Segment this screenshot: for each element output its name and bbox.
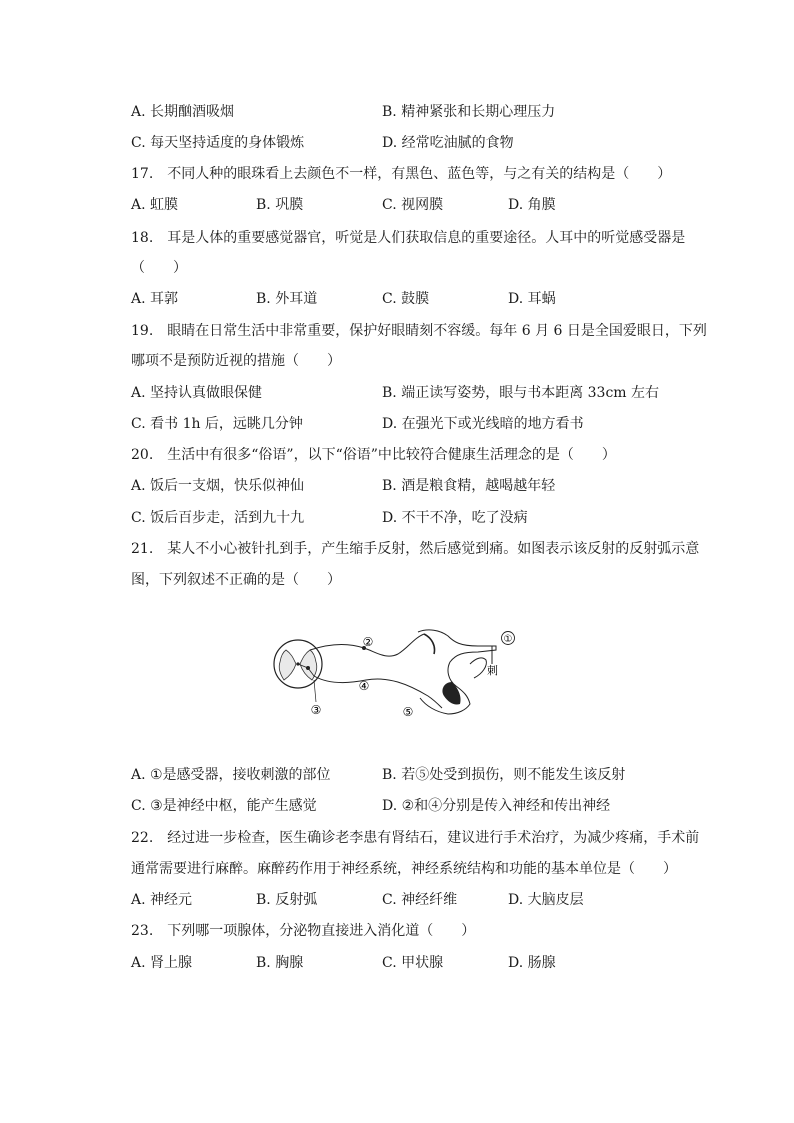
q21-option-b: B. 若⑤处受到损伤，则不能发生该反射 <box>382 767 626 783</box>
q22-stem-line2: 通常需要进行麻醉。麻醉药作用于神经系统，神经系统结构和功能的基本单位是（ ） <box>131 861 677 877</box>
gray-matter-right <box>300 650 317 680</box>
gray-matter-left <box>279 650 296 680</box>
q20-option-c: C. 饭后百步走，活到九十九 <box>131 510 305 526</box>
q18-option-d: D. 耳蜗 <box>508 291 556 307</box>
q22-option-b: B. 反射弧 <box>256 892 318 908</box>
stimulus-label: 刺 <box>487 664 498 677</box>
q23-option-b: B. 胸腺 <box>256 955 304 971</box>
label-3-pointer <box>314 680 316 702</box>
q16-option-b: B. 精神紧张和长期心理压力 <box>382 104 556 120</box>
q20-option-a: A. 饭后一支烟，快乐似神仙 <box>131 478 305 494</box>
q17-stem: 17. 不同人种的眼珠看上去颜色不一样，有黑色、蓝色等，与之有关的结构是（ ） <box>131 166 672 182</box>
q21-option-a: A. ①是感受器，接收刺激的部位 <box>131 767 331 783</box>
q17-option-a: A. 虹膜 <box>131 197 179 213</box>
q17-option-d: D. 角膜 <box>508 197 556 213</box>
q19-option-c: C. 看书 1h 后，远眺几分钟 <box>131 416 303 432</box>
q20-option-d: D. 不干不净，吃了没病 <box>382 510 528 526</box>
label-1: ① <box>503 634 513 645</box>
q16-option-d: D. 经常吃油腻的食物 <box>382 135 514 151</box>
efferent-nerve <box>314 676 442 708</box>
q22-option-d: D. 大脑皮层 <box>508 892 584 908</box>
q23-option-c: C. 甲状腺 <box>382 955 444 971</box>
q18-stem-line2: （ ） <box>131 260 187 276</box>
q18-option-c: C. 鼓膜 <box>382 291 430 307</box>
label-5: ⑤ <box>402 705 414 719</box>
q22-option-a: A. 神经元 <box>131 892 193 908</box>
q22-option-c: C. 神经纤维 <box>382 892 458 908</box>
q17-option-b: B. 巩膜 <box>256 197 304 213</box>
q23-option-a: A. 肾上腺 <box>131 955 193 971</box>
q22-stem-line1: 22. 经过进一步检查，医生确诊老李患有肾结石，建议进行手术治疗，为减少疼痛，手术前 <box>131 830 700 846</box>
q18-stem-line1: 18. 耳是人体的重要感觉器官，听觉是人们获取信息的重要途径。人耳中的听觉感受器是 <box>131 230 686 246</box>
reflex-arc-diagram <box>268 624 524 724</box>
label-4: ④ <box>358 679 370 693</box>
q20-stem: 20. 生活中有很多“俗语”，以下“俗语”中比较符合健康生活理念的是（ ） <box>131 447 616 463</box>
receptor-finger <box>424 634 435 654</box>
label-2: ② <box>362 635 374 649</box>
q16-option-a: A. 长期酗酒吸烟 <box>131 104 235 120</box>
q19-stem-line1: 19. 眼睛在日常生活中非常重要，保护好眼睛刻不容缓。每年 6 月 6 日是全国爱眼日，下列 <box>131 323 707 339</box>
q21-option-d: D. ②和④分别是传入神经和传出神经 <box>382 798 611 814</box>
q21-stem-line2: 图，下列叙述不正确的是（ ） <box>131 572 341 588</box>
label-3: ③ <box>310 703 322 717</box>
q19-option-b: B. 端正读写姿势，眼与书本距离 33cm 左右 <box>382 385 660 401</box>
effector-muscle <box>442 682 460 705</box>
q18-option-b: B. 外耳道 <box>256 291 318 307</box>
q21-option-c: C. ③是神经中枢，能产生感觉 <box>131 798 317 814</box>
q23-option-d: D. 肠腺 <box>508 955 556 971</box>
q21-stem-line1: 21. 某人不小心被针扎到手，产生缩手反射，然后感觉到痛。如图表示该反射的反射弧示意 <box>131 541 700 557</box>
q19-stem-line2: 哪项不是预防近视的措施（ ） <box>131 353 341 369</box>
q18-option-a: A. 耳郭 <box>131 291 179 307</box>
q20-option-b: B. 酒是粮食精，越喝越年轻 <box>382 478 556 494</box>
hand-outline <box>470 658 486 678</box>
q16-option-c: C. 每天坚持适度的身体锻炼 <box>131 135 305 151</box>
q19-option-a: A. 坚持认真做眼保健 <box>131 385 263 401</box>
q17-option-c: C. 视网膜 <box>382 197 444 213</box>
q23-stem: 23. 下列哪一项腺体，分泌物直接进入消化道（ ） <box>131 923 476 939</box>
q19-option-d: D. 在强光下或光线暗的地方看书 <box>382 416 584 432</box>
